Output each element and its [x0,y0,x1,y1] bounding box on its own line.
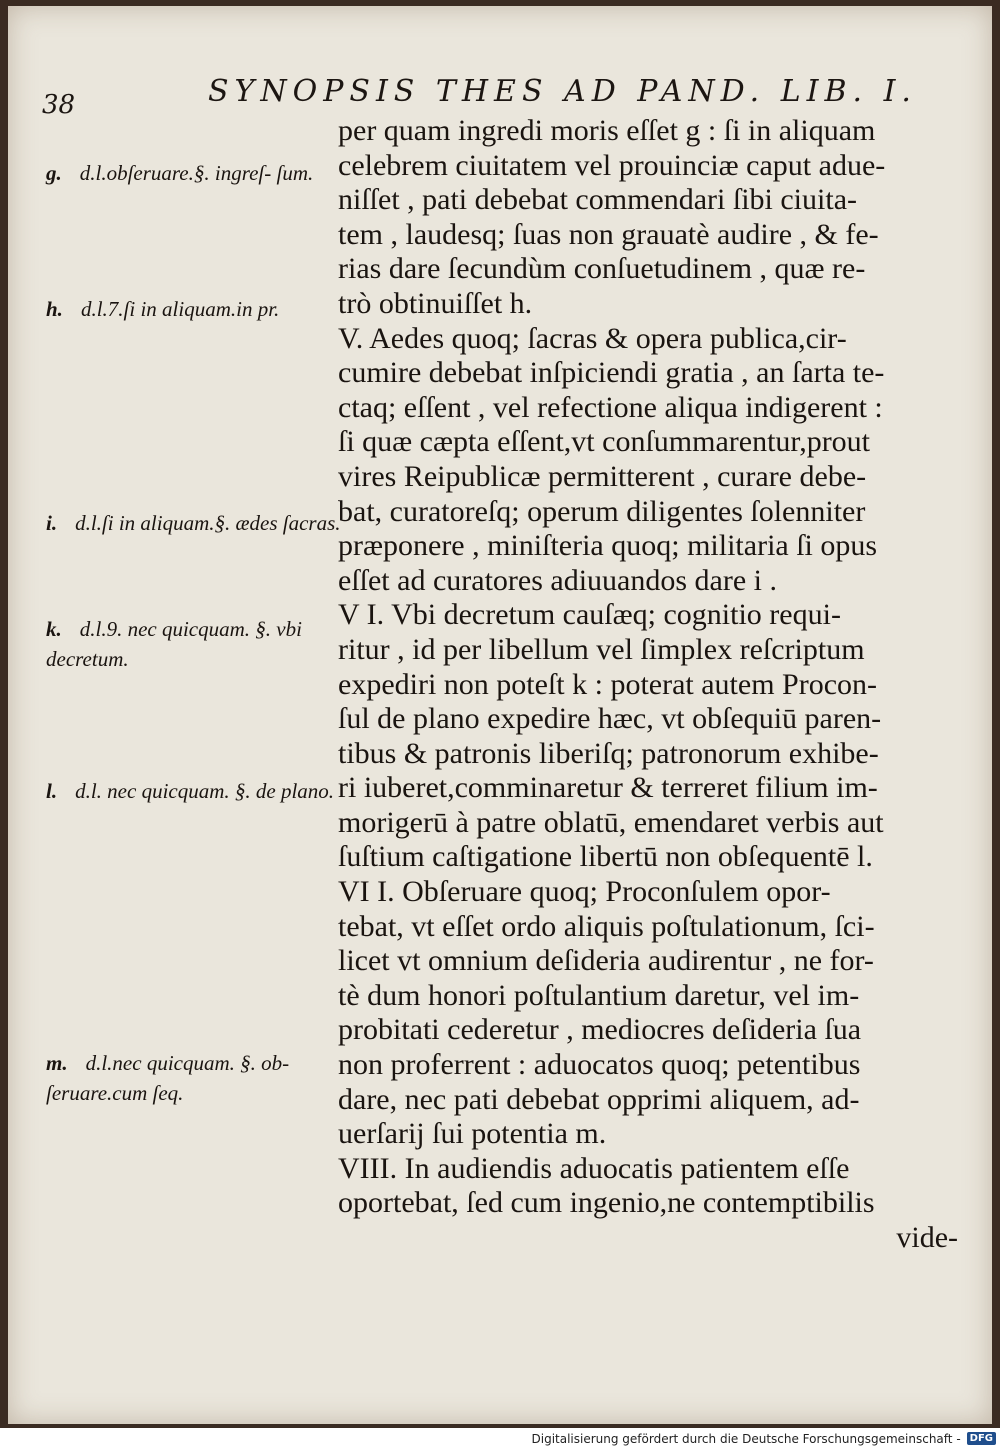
margin-note-text: d.l.obſeruare.§. ingreſ- ſum. [79,161,314,185]
body-text [338,114,958,1256]
margin-note-m [46,1048,346,1108]
text-line: tem , laudesq; ſuas non grauatè audire , & fe- [338,217,879,251]
page-number: 38 [42,90,76,120]
margin-note-g [46,158,346,188]
text-line: morigerū à patre oblatū, emendaret verbis aut [338,805,884,839]
text-line: probitati cederetur , mediocres deſideria ſua [338,1013,862,1047]
text-line: ſuſtium caſtigatione libertū non obſequentē l. [338,840,873,874]
margin-note-h [46,294,346,324]
text-line: ſi quæ cæpta eſſent,vt conſummarentur,prout [338,425,871,459]
text-line: VI I. Obſeruare quoq; Proconſulem opor- [338,875,831,909]
text-line: cumire debebat inſpiciendi gratia , an ſarta te- [338,356,885,390]
text-line: uerſarij ſui potentia m. [338,1117,607,1151]
margin-note-letter: i. [46,511,58,535]
text-line: dare, nec pati debebat opprimi aliquem, ad- [338,1082,860,1116]
margin-note-text: d.l.9. nec quicquam. §. vbi decretum. [46,617,302,671]
margin-note-letter: g. [46,161,62,185]
text-line: licet vt omnium deſideria audirentur , ne for- [338,944,874,978]
margin-note-letter: h. [46,297,63,321]
text-line: eſſet ad curatores adiuuandos dare i . [338,563,777,597]
text-line: ſul de plano expedire hæc, vt obſequiū paren- [338,702,882,736]
text-line: tibus & patronis liberiſq; patronorum exhibe- [338,736,879,770]
margin-note-text: d.l. nec quicquam. §. de plano. [75,779,335,803]
text-line: præponere , miniſteria quoq; militaria ſi opus [338,529,878,563]
text-line: celebrem ciuitatem vel prouinciæ caput adue- [338,148,886,182]
running-head: SYNOPSIS THES AD PAND. LIB. I. [208,74,917,109]
text-line: ritur , id per libellum vel ſimplex reſcriptum [338,632,865,666]
margin-note-text: d.l.nec quicquam. §. ob- ſeruare.cum ſeq. [46,1051,290,1105]
book-page [8,6,992,1424]
text-line: expediri non poteſt k : poterat autem Procon- [338,667,878,701]
margin-note-i [46,508,346,538]
margin-note-text: d.l.ſi in aliquam.§. ædes ſacras. [75,511,341,535]
footer-credit: Digitalisierung gefördert durch die Deutsche Forschungsgemeinschaft - [531,1431,961,1446]
text-line: non proferrent : aduocatos quoq; petentibus [338,1048,861,1082]
text-line: niſſet , pati debebat commendari ſibi ciuita- [338,183,857,217]
margin-note-k [46,614,346,674]
text-line: ctaq; eſſent , vel refectione aliqua indigerent : [338,390,883,424]
text-line: per quam ingredi moris eſſet g : ſi in aliquam [338,114,876,147]
text-line: oportebat, ſed cum ingenio,ne contemptibilis [338,1186,875,1220]
footer-bar [0,1428,1000,1449]
margin-note-letter: l. [46,779,58,803]
text-line: VIII. In audiendis aduocatis patientem eſſe [338,1151,850,1185]
dfg-logo: DFG [967,1432,996,1445]
text-line: rias dare ſecundùm conſuetudinem , quæ re- [338,252,866,286]
margin-note-letter: m. [46,1051,68,1075]
text-line: trò obtinuiſſet h. [338,286,533,320]
margin-note-text: d.l.7.ſi in aliquam.in pr. [80,297,280,321]
text-line: vires Reipublicæ permitterent , curare debe- [338,459,867,493]
text-line: V I. Vbi decretum cauſæq; cognitio requi- [338,598,841,632]
text-line: tè dum honori poſtulantium daretur, vel im- [338,978,860,1012]
text-line: V. Aedes quoq; ſacras & opera publica,cir- [338,321,847,355]
text-line: tebat, vt eſſet ordo aliquis poſtulationum, ſci- [338,909,875,943]
margin-note-letter: k. [46,617,62,641]
text-line: bat, curatoreſq; operum diligentes ſolenniter [338,494,866,528]
margin-note-l [46,776,346,806]
catchword: vide- [896,1221,958,1254]
text-line: ri iuberet,comminaretur & terreret filium im- [338,771,878,805]
